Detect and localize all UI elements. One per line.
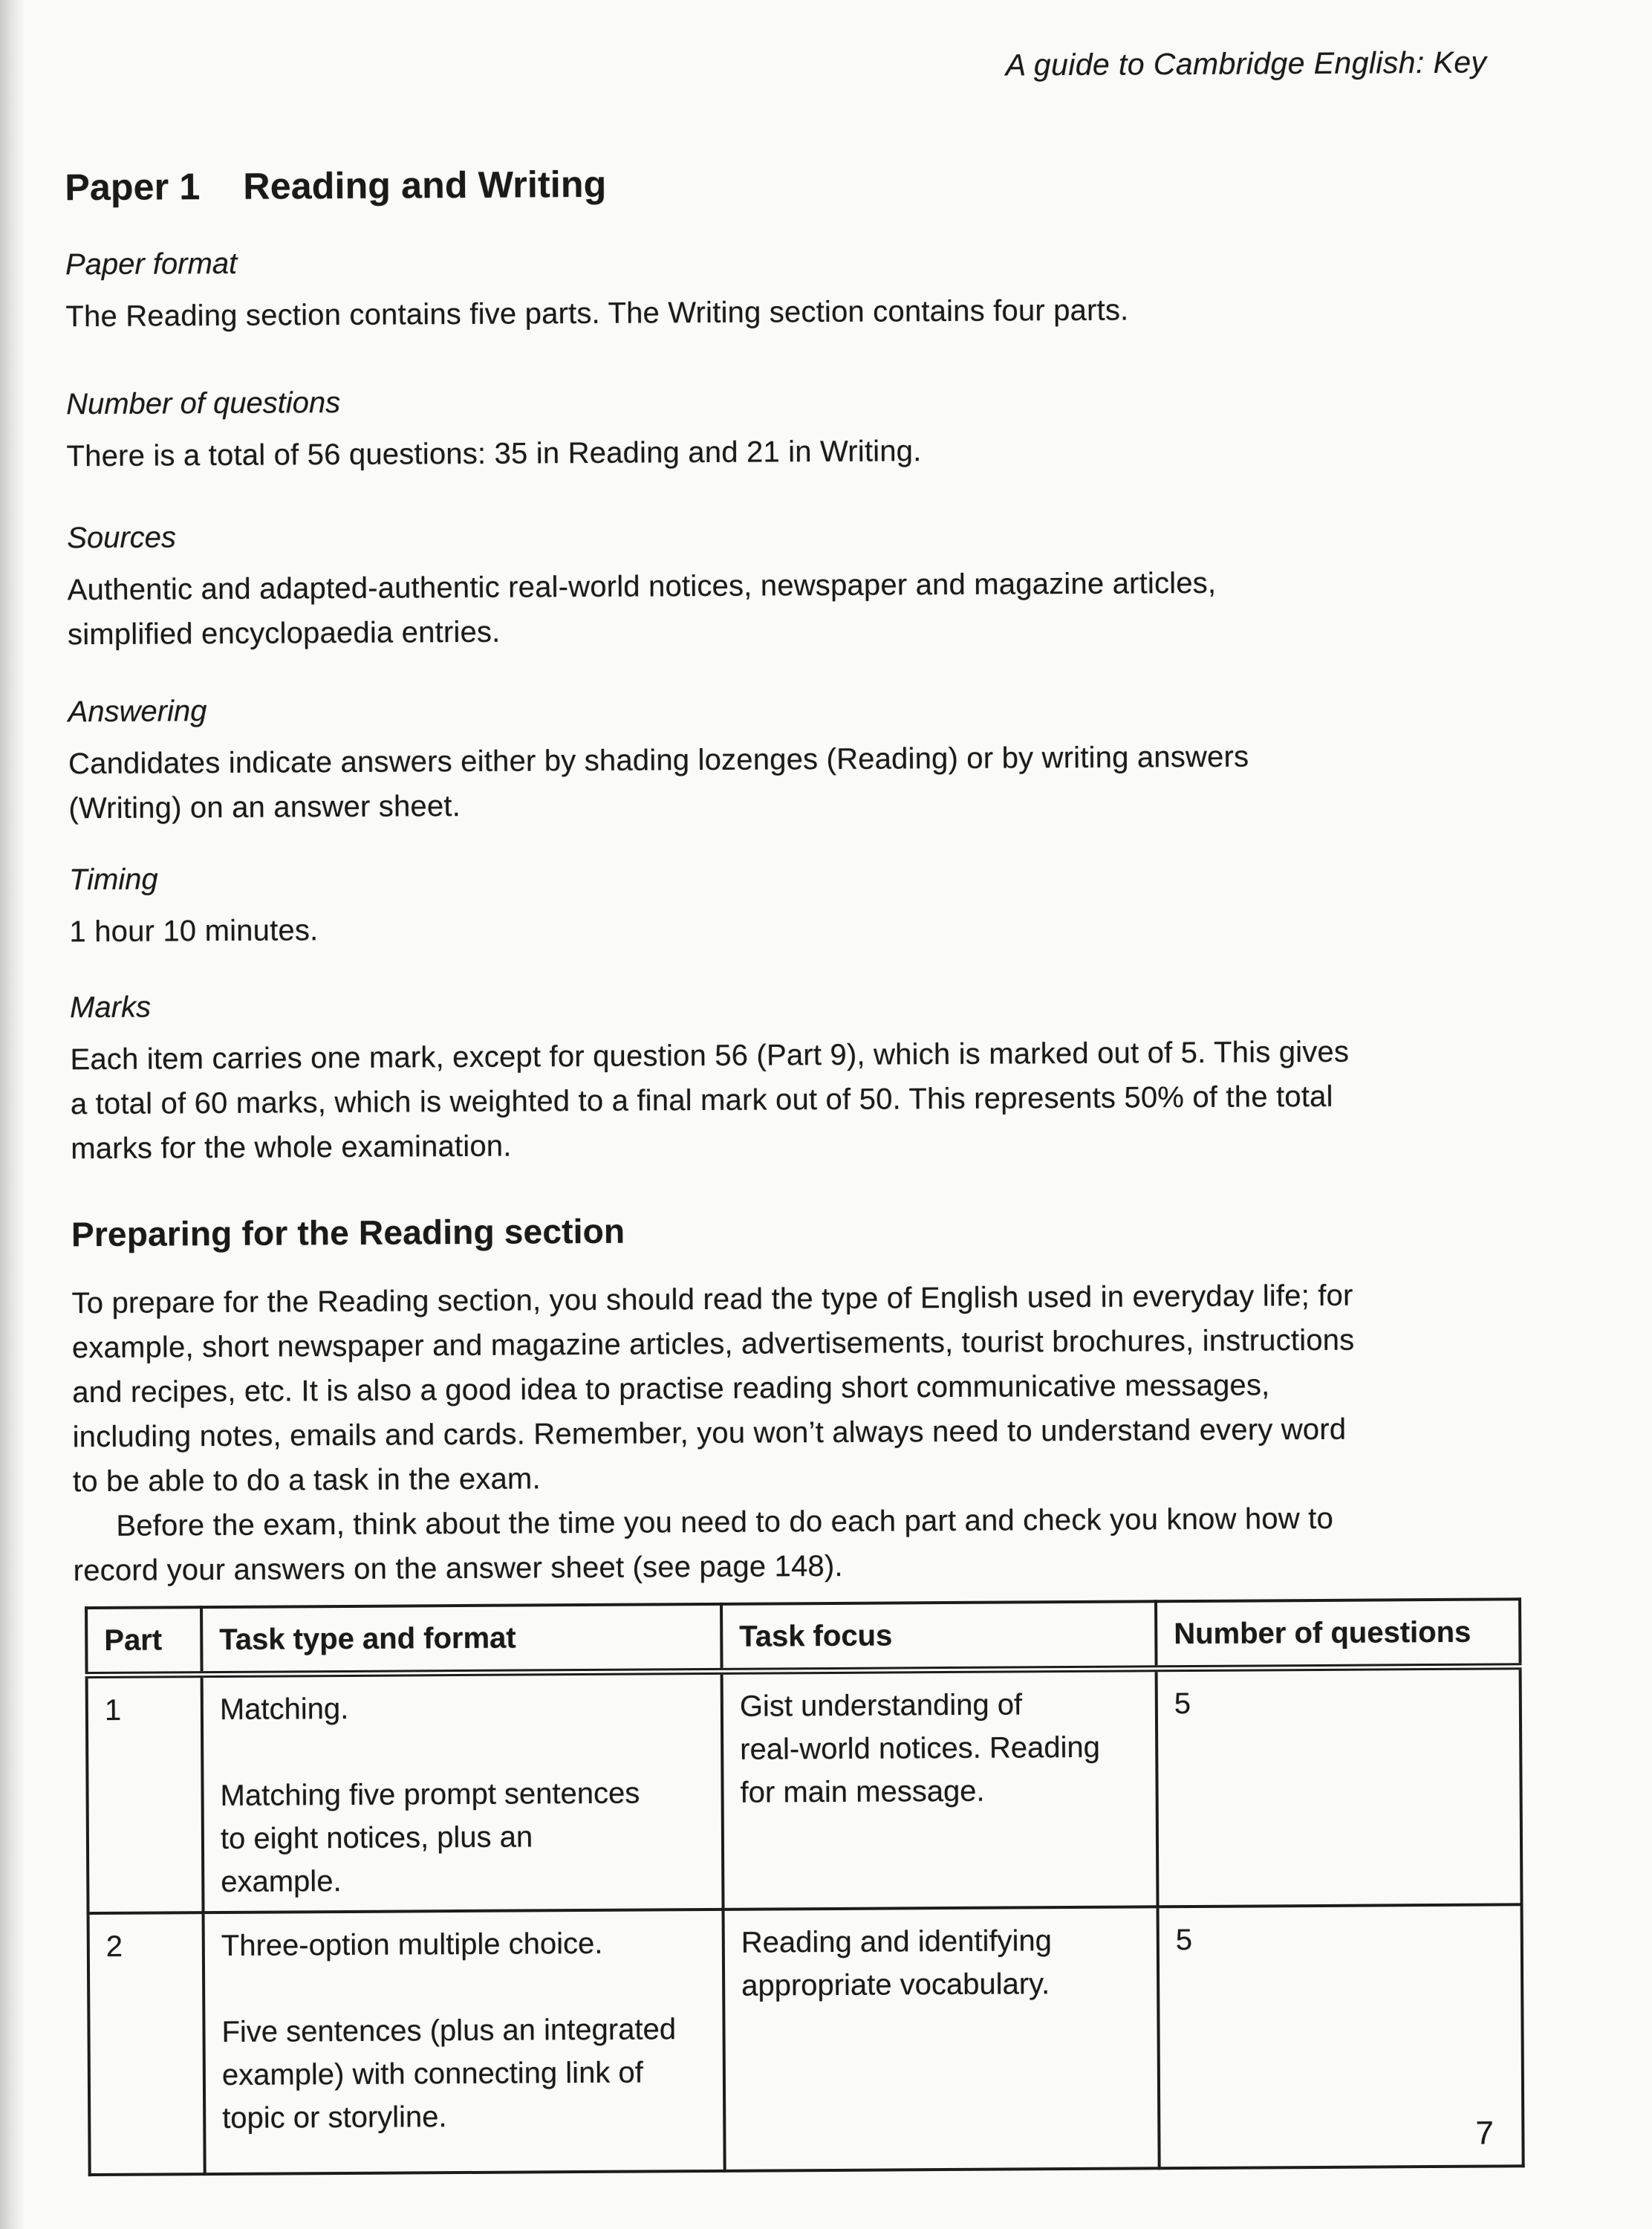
paragraph-before-exam (73, 1495, 1529, 1593)
section-heading: Sources (67, 521, 177, 555)
body-line: Authentic and adapted-authentic real-world notices, newspaper and magazine articles, (67, 566, 1217, 607)
body-line: 1 hour 10 minutes. (69, 914, 319, 949)
page-title-text: Reading and Writing (243, 163, 607, 207)
body-line: to eight notices, plus an (220, 1820, 533, 1855)
body-line: including notes, emails and cards. Remember, you won’t always need to understand every word (72, 1412, 1347, 1454)
body-line: Candidates indicate answers either by shading lozenges (Reading) or by writing answers (68, 740, 1249, 781)
table-row (88, 1904, 1523, 2175)
page-title (65, 158, 1520, 208)
section-heading: Paper format (65, 247, 238, 282)
paragraph-gap (221, 1964, 713, 2010)
body-line: record your answers on the answer sheet (see page 148). (73, 1549, 843, 1588)
cell-part: 2 (88, 1912, 205, 2175)
section-timing (69, 853, 1525, 954)
cell-num-questions: 5 (1157, 1666, 1522, 1906)
body-line: topic or storyline. (222, 2100, 447, 2135)
cell-task-type (204, 1909, 725, 2173)
body-line: Before the exam, think about the time you need to do each part and check you know how to (116, 1502, 1334, 1542)
col-header-task-focus: Task focus (721, 1601, 1157, 1671)
col-header-part: Part (86, 1607, 202, 1675)
cell-task-type (202, 1671, 723, 1912)
table-header-row (86, 1599, 1521, 1675)
body-line: and recipes, etc. It is also a good idea to practise reading short communicative messages, (72, 1369, 1270, 1409)
section-sources (67, 511, 1523, 657)
col-header-task-type: Task type and format (201, 1604, 722, 1674)
paragraph-gap (220, 1727, 712, 1774)
section-heading: Marks (69, 990, 152, 1025)
subsection-heading: Preparing for the Reading section (71, 1211, 625, 1254)
page-content (0, 42, 1652, 2176)
body-line: to be able to do a task in the exam. (72, 1462, 541, 1499)
body-line: for main message. (740, 1774, 985, 1809)
cell-num-questions: 5 (1158, 1904, 1523, 2168)
section-number-of-questions (66, 377, 1522, 478)
page-title-label: Paper 1 (65, 166, 201, 209)
body-line: Matching five prompt sentences (220, 1777, 640, 1812)
col-header-num-questions: Number of questions (1156, 1599, 1521, 1668)
section-answering (68, 685, 1524, 831)
body-line: (Writing) on an answer sheet. (68, 789, 461, 825)
body-line: The Reading section contains five parts. The Writing section contains four parts. (65, 293, 1129, 334)
body-line: To prepare for the Reading section, you should read the type of English used in everyday life; for (71, 1279, 1353, 1320)
body-line: example. (221, 1864, 342, 1898)
section-paper-format (65, 238, 1521, 339)
section-heading: Number of questions (66, 386, 341, 421)
cell-task-focus (722, 1668, 1158, 1909)
body-line: Each item carries one mark, except for question 56 (Part 9), which is marked out of 5. This gives (70, 1035, 1350, 1077)
body-line: real-world notices. Reading (740, 1730, 1101, 1766)
body-line: Gist understanding of (739, 1687, 1023, 1723)
body-line: marks for the whole examination. (71, 1129, 512, 1166)
body-line: Five sentences (plus an integrated (221, 2012, 677, 2048)
body-line: example, short newspaper and magazine articles, advertisements, tourist brochures, instructions (71, 1323, 1355, 1365)
body-line: Reading and identifying (741, 1924, 1053, 1959)
section-heading: Answering (68, 695, 207, 729)
cell-part: 1 (87, 1674, 204, 1912)
body-line: There is a total of 56 questions: 35 in Reading and 21 in Writing. (66, 435, 922, 473)
body-line: Three-option multiple choice. (221, 1927, 603, 1962)
body-line: Matching. (219, 1692, 349, 1726)
task-table (85, 1597, 1525, 2176)
body-line: simplified encyclopaedia entries. (67, 615, 501, 652)
table-row (87, 1666, 1522, 1912)
cell-task-focus (723, 1907, 1160, 2171)
paragraph-prepare (71, 1272, 1528, 1504)
body-line: a total of 60 marks, which is weighted to a final mark out of 50. This represents 50% of the total (70, 1080, 1333, 1121)
page-number: 7 (1475, 2115, 1495, 2152)
section-heading: Timing (68, 863, 158, 897)
body-line: appropriate vocabulary. (741, 1967, 1050, 2002)
body-line: example) with connecting link of (221, 2056, 643, 2092)
running-header: A guide to Cambridge English: Key (1005, 45, 1487, 82)
section-marks (70, 981, 1526, 1171)
